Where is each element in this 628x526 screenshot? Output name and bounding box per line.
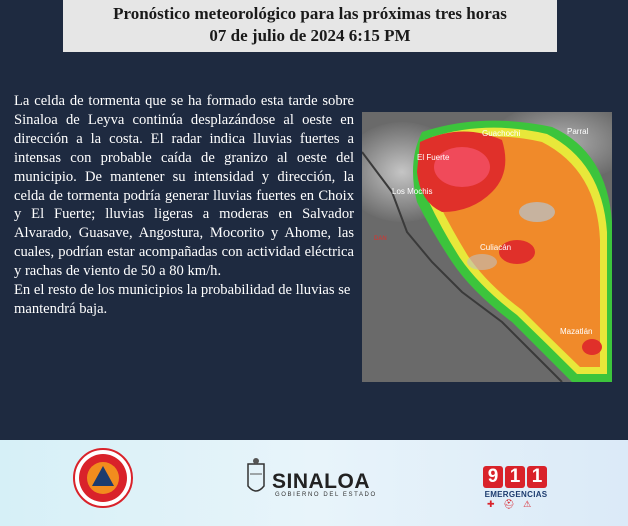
header-title-line2: 07 de julio de 2024 6:15 PM (209, 26, 411, 45)
e911-digit-9: 9 (483, 466, 503, 488)
sinaloa-subtitle: GOBIERNO DEL ESTADO (275, 492, 377, 498)
map-label-culiacan: Culiacán (480, 243, 512, 252)
forecast-paragraph-2: En el resto de los municipios la probabilidad de lluvias se mantendrá baja. (14, 282, 351, 317)
map-label-los-mochis: Los Mochis (392, 187, 433, 196)
emergency-icons: ✚ ⛑ ⚠ (487, 500, 532, 510)
map-label-marker: DAN (374, 236, 387, 242)
sinaloa-shield-icon (244, 456, 268, 500)
map-label-mazatlan: Mazatlán (560, 327, 593, 336)
forecast-paragraph-1: La celda de tormenta que se ha formado esta tarde sobre Sinaloa de Leyva continúa desplazándose al oeste en dirección a la costa. El radar indica lluvias fuertes a intensas con probable caída de granizo al oeste del municipio. De mantener su intensidad y dirección, la celda de tormenta podría generar lluvias fuertes en Choix y El Fuerte; lluvias ligeras a moderas en Salvador Alvarado, Guasave, Angostura, Mocorito y Ahome, las cuales, podrían estar acompañadas con actividad eléctrica y rachas de viento de 50 a 80 km/h. (14, 93, 354, 280)
map-label-el-fuerte: El Fuerte (417, 153, 450, 162)
forecast-text (14, 92, 354, 319)
map-label-guachochi: Guachochi (482, 129, 521, 138)
e911-digit-1a: 1 (505, 466, 525, 488)
radar-map-image (362, 112, 612, 382)
sinaloa-wordmark: SINALOA (272, 470, 370, 493)
proteccion-civil-logo (73, 448, 133, 508)
e911-digit-1b: 1 (527, 466, 547, 488)
map-label-parral: Parral (567, 127, 589, 136)
e911-label: EMERGENCIAS (484, 490, 548, 499)
emergencias-911-logo (483, 466, 549, 510)
header-title-line1: Pronóstico meteorológico para las próximas tres horas (113, 4, 507, 23)
header-title-box (63, 0, 557, 52)
